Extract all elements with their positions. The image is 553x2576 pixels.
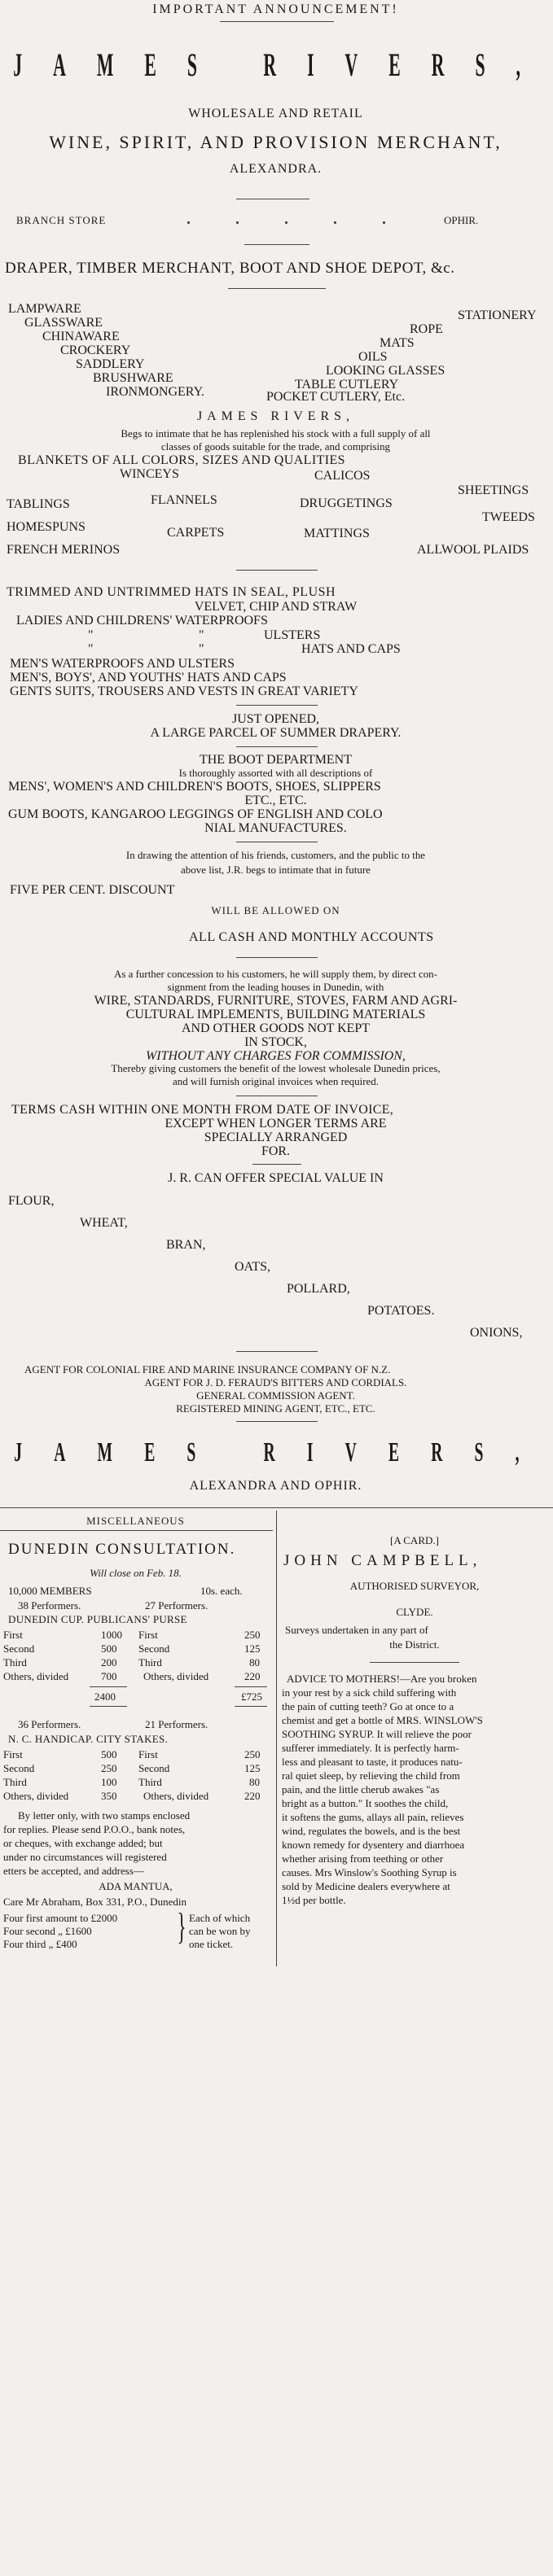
stock-flannels: FLANNELS xyxy=(151,493,217,507)
hats-line3: LADIES AND CHILDRENS' WATERPROOFS xyxy=(16,614,268,628)
hats-line6: MEN'S WATERPROOFS AND ULSTERS xyxy=(10,657,235,671)
attention-line1: In drawing the attention of his friends, customers, and the public to the xyxy=(125,849,426,861)
ware-chinaware: CHINAWARE xyxy=(42,330,120,343)
terms-line2: EXCEPT WHEN LONGER TERMS ARE xyxy=(165,1117,387,1131)
sum-rule xyxy=(90,1706,127,1707)
misc-title: DUNEDIN CONSULTATION. xyxy=(8,1541,236,1558)
prize-place: Others, divided xyxy=(3,1670,69,1682)
prize-place: Third xyxy=(138,1776,162,1788)
concession-line7: WITHOUT ANY CHARGES FOR COMMISSION, xyxy=(146,1049,406,1063)
ware-oils: OILS xyxy=(358,350,388,364)
terms-line1: TERMS CASH WITHIN ONE MONTH FROM DATE OF INVOICE, xyxy=(11,1103,394,1117)
footer-towns: ALEXANDRA AND OPHIR. xyxy=(189,1479,362,1493)
ware-mats: MATS xyxy=(380,336,415,350)
attention-line2: above list, J.R. begs to intimate that in future xyxy=(181,864,371,876)
four-first: Four first amount to £2000 xyxy=(3,1912,118,1924)
branch-store-label: BRANCH STORE xyxy=(16,214,107,226)
ware-ironmongery: IRONMONGERY. xyxy=(106,385,205,399)
stock-tablings: TABLINGS xyxy=(7,497,70,511)
concession-line2: signment from the leading houses in Dunedin, with xyxy=(167,981,384,993)
divider xyxy=(252,1164,301,1165)
ware-table-cutlery: TABLE CUTLERY xyxy=(295,378,399,391)
divider xyxy=(228,288,326,289)
advice-line: the pain of cutting teeth? Go at once to a xyxy=(282,1700,454,1712)
agent-line2: AGENT FOR J. D. FERAUD'S BITTERS AND CORDIALS. xyxy=(144,1376,407,1389)
total-b: £725 xyxy=(241,1690,262,1703)
leader-dot xyxy=(187,221,190,224)
misc-members-price: 10s. each. xyxy=(200,1585,243,1597)
ware-brushware: BRUSHWARE xyxy=(93,371,173,385)
letter-line4: under no circumstances will registered xyxy=(3,1851,167,1863)
divider xyxy=(220,21,334,22)
card-name: JOHN CAMPBELL, xyxy=(283,1552,482,1569)
misc-performers-d: 21 Performers. xyxy=(145,1718,208,1730)
divider xyxy=(244,244,309,245)
discount-line: FIVE PER CENT. DISCOUNT xyxy=(10,883,175,897)
branch-ophir: OPHIR. xyxy=(444,214,479,226)
letter-line5: etters be accepted, and address— xyxy=(3,1865,144,1877)
ware-saddlery: SADDLERY xyxy=(76,357,145,371)
divider xyxy=(370,1662,459,1663)
prize-amount: 500 xyxy=(101,1748,117,1760)
prize-amount: 350 xyxy=(101,1790,117,1802)
ditto-mark: " xyxy=(199,628,204,642)
total-a: 2400 xyxy=(94,1690,116,1703)
special-bran: BRAN, xyxy=(166,1238,206,1252)
prize-place: Third xyxy=(3,1776,27,1788)
advice-line: ral quiet sleep, by relieving the child from xyxy=(282,1769,460,1782)
misc-performers-b: 27 Performers. xyxy=(145,1599,208,1612)
prize-place: Second xyxy=(3,1762,35,1774)
agent-line4: REGISTERED MINING AGENT, ETC., ETC. xyxy=(176,1402,375,1415)
stock-name: JAMES RIVERS, xyxy=(196,409,354,423)
stock-begs-line2: classes of goods suitable for the trade, and comprising xyxy=(160,440,391,453)
important-announcement: IMPORTANT ANNOUNCEMENT! xyxy=(152,2,399,16)
card-column xyxy=(280,1511,553,2576)
misc-heading: MISCELLANEOUS xyxy=(86,1515,185,1527)
concession-line5: AND OTHER GOODS NOT KEPT xyxy=(181,1021,370,1035)
prize-place: Second xyxy=(138,1642,170,1655)
boot-line4: ETC., ETC. xyxy=(244,794,307,807)
prize-amount: 700 xyxy=(101,1670,117,1682)
divider xyxy=(236,1351,318,1352)
advice-line: wind, regulates the bowels, and is the best xyxy=(282,1825,461,1837)
four-third: Four third „ £400 xyxy=(3,1938,77,1950)
advice-line: SOOTHING SYRUP. It will relieve the poor xyxy=(282,1728,472,1740)
prize-amount: 80 xyxy=(249,1776,260,1788)
opened-line2: A LARGE PARCEL OF SUMMER DRAPERY. xyxy=(150,726,402,740)
stock-mattings: MATTINGS xyxy=(304,527,370,540)
town-alexandra: ALEXANDRA. xyxy=(229,162,323,176)
hats-line2: VELVET, CHIP AND STRAW xyxy=(194,600,358,614)
misc-closes: Will close on Feb. 18. xyxy=(90,1567,182,1579)
prize-place: Second xyxy=(138,1762,170,1774)
advice-line: 1½d per bottle. xyxy=(282,1894,346,1906)
card-place: CLYDE. xyxy=(396,1606,433,1618)
letter-line1: By letter only, with two stamps enclosed xyxy=(18,1809,191,1822)
divider xyxy=(0,1530,273,1531)
hats-line7: MEN'S, BOYS', AND YOUTHS' HATS AND CAPS xyxy=(10,671,287,684)
boot-line2: Is thoroughly assorted with all descriptions of xyxy=(178,767,373,779)
card-undertaken1: Surveys undertaken in any part of xyxy=(285,1624,428,1636)
prize-place: Third xyxy=(138,1656,162,1668)
letter-line3: or cheques, with exchange added; but xyxy=(3,1837,163,1849)
ware-pocket-cutlery: POCKET CUTLERY, Etc. xyxy=(266,390,406,404)
prize-place: Others, divided xyxy=(143,1790,209,1802)
each-line2: can be won by xyxy=(189,1925,251,1937)
hats-line4: ULSTERS xyxy=(264,628,321,642)
ware-looking-glasses: LOOKING GLASSES xyxy=(326,364,445,378)
ada-mantua: ADA MANTUA, xyxy=(99,1880,173,1892)
stock-merinos: FRENCH MERINOS xyxy=(7,543,121,557)
special-potatoes: POTATOES. xyxy=(367,1304,435,1318)
hats-line1: TRIMMED AND UNTRIMMED HATS IN SEAL, PLUSH xyxy=(7,585,336,599)
misc-handicap: N. C. HANDICAP. CITY STAKES. xyxy=(8,1733,169,1745)
allowed-line: WILL BE ALLOWED ON xyxy=(211,904,340,916)
sum-rule xyxy=(235,1686,267,1687)
ditto-mark: " xyxy=(88,642,94,656)
divider xyxy=(236,746,318,747)
concession-line9: and will furnish original invoices when required. xyxy=(172,1075,380,1087)
prize-place: Second xyxy=(3,1642,35,1655)
prize-place: Third xyxy=(3,1656,27,1668)
prize-amount: 220 xyxy=(244,1670,261,1682)
terms-line3: SPECIALLY ARRANGED xyxy=(204,1131,348,1144)
advice-line: less and pleasant to taste, it produces natu- xyxy=(282,1756,463,1768)
prize-amount: 220 xyxy=(244,1790,261,1802)
each-line1: Each of which xyxy=(189,1912,251,1924)
prize-place: First xyxy=(138,1629,158,1641)
special-head: J. R. CAN OFFER SPECIAL VALUE IN xyxy=(168,1171,384,1185)
advertiser-name: JAMES RIVERS, xyxy=(13,46,551,83)
ware-crockery: CROCKERY xyxy=(60,343,131,357)
stock-homespuns: HOMESPUNS xyxy=(7,520,86,534)
divider xyxy=(236,1421,318,1422)
stock-blankets: BLANKETS OF ALL COLORS, SIZES AND QUALITIES xyxy=(18,453,345,467)
leader-dot xyxy=(383,221,385,224)
advice-line: sufferer immediately. It is perfectly harm- xyxy=(282,1742,459,1754)
card-label: [A CARD.] xyxy=(390,1534,439,1546)
prize-amount: 125 xyxy=(244,1642,261,1655)
merchant-line: WINE, SPIRIT, AND PROVISION MERCHANT, xyxy=(49,132,503,152)
prize-amount: 1000 xyxy=(101,1629,122,1641)
prize-amount: 500 xyxy=(101,1642,117,1655)
terms-line4: FOR. xyxy=(261,1144,290,1158)
prize-amount: 100 xyxy=(101,1776,117,1788)
advice-line: pain, and the little cherub awakes "as xyxy=(282,1783,440,1795)
advice-line: known remedy for dysentery and diarrhoea xyxy=(282,1839,465,1851)
concession-line8: Thereby giving customers the benefit of the lowest wholesale Dunedin prices, xyxy=(111,1062,441,1074)
prize-amount: 80 xyxy=(249,1656,260,1668)
special-pollard: POLLARD, xyxy=(287,1282,350,1296)
stock-tweeds: TWEEDS xyxy=(482,510,535,524)
leader-dot xyxy=(334,221,336,224)
hats-line8: GENTS SUITS, TROUSERS AND VESTS IN GREAT VARIETY xyxy=(10,684,358,698)
stock-begs-line1: Begs to intimate that he has replenished his stock with a full supply of all xyxy=(121,427,431,440)
ware-glassware: GLASSWARE xyxy=(24,316,103,330)
special-onions: ONIONS, xyxy=(470,1326,523,1340)
stock-winceys: WINCEYS xyxy=(120,467,179,481)
accounts-line: ALL CASH AND MONTHLY ACCOUNTS xyxy=(189,930,434,944)
miscellaneous-column xyxy=(0,1511,273,2576)
prize-amount: 250 xyxy=(244,1748,261,1760)
letter-line2: for replies. Please send P.O.O., bank notes, xyxy=(3,1823,186,1835)
stock-calicos: CALICOS xyxy=(314,469,371,483)
concession-line4: CULTURAL IMPLEMENTS, BUILDING MATERIALS xyxy=(125,1008,426,1021)
wholesale-retail: WHOLESALE AND RETAIL xyxy=(188,107,363,120)
ware-lampware: LAMPWARE xyxy=(8,302,81,316)
hats-line5: HATS AND CAPS xyxy=(301,642,401,656)
divider xyxy=(236,570,318,571)
boot-line6: NIAL MANUFACTURES. xyxy=(204,821,347,835)
ware-rope: ROPE xyxy=(410,322,443,336)
divider xyxy=(236,705,318,706)
misc-performers-c: 36 Performers. xyxy=(18,1718,81,1730)
leader-dot xyxy=(285,221,287,224)
advice-line: ADVICE TO MOTHERS!—Are you broken xyxy=(287,1673,477,1685)
special-oats: OATS, xyxy=(235,1260,271,1274)
advice-line: sold by Medicine dealers everywhere at xyxy=(282,1880,450,1892)
boot-line1: THE BOOT DEPARTMENT xyxy=(200,753,352,767)
prize-amount: 125 xyxy=(244,1762,261,1774)
special-flour: FLOUR, xyxy=(8,1194,55,1208)
ditto-mark: " xyxy=(88,628,94,642)
stock-plaids: ALLWOOL PLAIDS xyxy=(417,543,529,557)
agent-line3: GENERAL COMMISSION AGENT. xyxy=(196,1389,355,1402)
prize-place: First xyxy=(138,1748,158,1760)
advice-line: causes. Mrs Winslow's Soothing Syrup is xyxy=(282,1866,457,1878)
concession-line6: IN STOCK, xyxy=(244,1035,307,1049)
prize-place: Others, divided xyxy=(3,1790,69,1802)
prize-place: First xyxy=(3,1748,23,1760)
card-title: AUTHORISED SURVEYOR, xyxy=(349,1580,480,1592)
agent-line1: AGENT FOR COLONIAL FIRE AND MARINE INSURANCE COMPANY OF N.Z. xyxy=(24,1363,391,1375)
ditto-mark: " xyxy=(199,642,204,656)
advice-line: whether arising from teething or other xyxy=(282,1852,444,1865)
prize-place: Others, divided xyxy=(143,1670,209,1682)
advice-line: in your rest by a sick child suffering with xyxy=(282,1686,457,1699)
prize-amount: 200 xyxy=(101,1656,117,1668)
concession-line1: As a further concession to his customers, he will supply them, by direct con- xyxy=(113,968,437,980)
sum-rule xyxy=(90,1686,127,1687)
misc-cup: DUNEDIN CUP. PUBLICANS' PURSE xyxy=(8,1613,187,1625)
boot-line5: GUM BOOTS, KANGAROO LEGGINGS OF ENGLISH AND COLO xyxy=(8,807,383,821)
stock-carpets: CARPETS xyxy=(167,526,225,540)
advice-line: chemist and get a bottle of MRS. WINSLOW'S xyxy=(282,1714,483,1726)
prize-place: First xyxy=(3,1629,23,1641)
card-undertaken2: the District. xyxy=(389,1638,440,1651)
brace: } xyxy=(177,1905,187,1947)
care-line: Care Mr Abraham, Box 331, P.O., Dunedin xyxy=(3,1896,187,1908)
misc-performers-a: 38 Performers. xyxy=(18,1599,81,1612)
ware-stationery: STATIONERY xyxy=(458,308,537,322)
special-wheat: WHEAT, xyxy=(80,1216,128,1230)
divider xyxy=(236,957,318,958)
prize-amount: 250 xyxy=(244,1629,261,1641)
sum-rule xyxy=(235,1706,267,1707)
advice-line: bright as a button." It soothes the child, xyxy=(282,1797,449,1809)
each-line3: one ticket. xyxy=(189,1938,234,1950)
prize-amount: 250 xyxy=(101,1762,117,1774)
column-rule xyxy=(276,1511,277,1966)
boot-line3: MENS', WOMEN'S AND CHILDREN'S BOOTS, SHOES, SLIPPERS xyxy=(8,780,381,794)
draper-line: DRAPER, TIMBER MERCHANT, BOOT AND SHOE DEPOT, &c. xyxy=(5,260,455,277)
advice-line: it softens the gums, allays all pain, relieves xyxy=(282,1811,464,1823)
misc-members: 10,000 MEMBERS xyxy=(8,1585,92,1597)
footer-name: JAMES RIVERS, xyxy=(14,1437,551,1467)
opened-line1: JUST OPENED, xyxy=(232,712,319,726)
section-rule xyxy=(0,1507,553,1508)
stock-druggetings: DRUGGETINGS xyxy=(300,496,393,510)
concession-line3: WIRE, STANDARDS, FURNITURE, STOVES, FARM AND AGRI- xyxy=(94,994,458,1008)
four-second: Four second „ £1600 xyxy=(3,1925,92,1937)
leader-dot xyxy=(236,221,239,224)
stock-sheetings: SHEETINGS xyxy=(458,483,529,497)
